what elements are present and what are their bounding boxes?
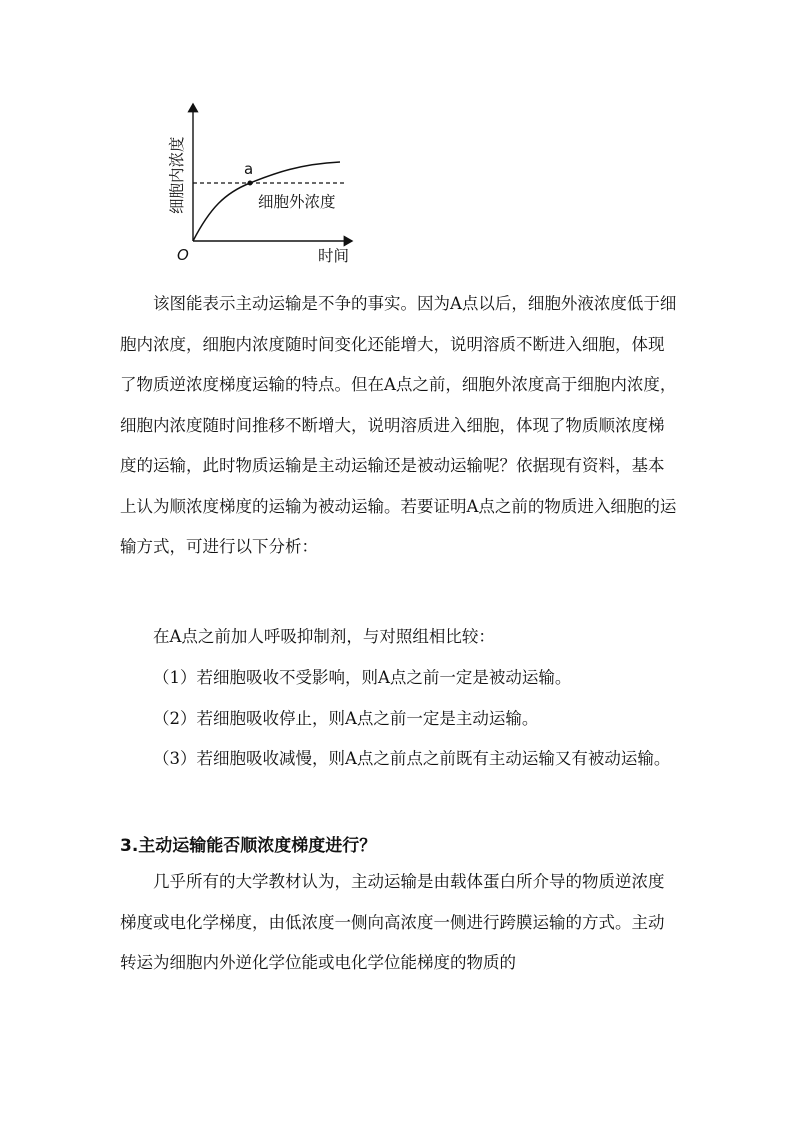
list-item: （1）若细胞吸收不受影响，则A点之前一定是被动运输。: [153, 668, 572, 687]
paragraph-1: 该图能表示主动运输是不争的事实。因为A点以后，细胞外液浓度低于细胞内浓度，细胞内浓度随时间变化还能增大，说明溶质不断进入细胞，体现了物质逆浓度梯度运输的特点。但在A点之前，细胞外浓度高于细胞内浓度，细胞内浓度随时间推移不断增大，说明溶质进入细胞，体现了物质顺浓度梯度的运输，此时物质运输是主动运输还是被动运输呢？依据现有资料，基本上认为顺浓度梯度的运输为被动运输。若要证明A点之前的物质进入细胞的运输方式，可进行以下分析：: [120, 294, 677, 556]
y-axis-label: 细胞内浓度: [168, 136, 186, 214]
paragraph-3: 几乎所有的大学教材认为，主动运输是由载体蛋白所介导的物质逆浓度梯度或电化学梯度，由低浓度一侧向高浓度一侧进行跨膜运输的方式。主动转运为细胞内外逆化学位能或电化学位能梯度的物质的: [120, 872, 665, 972]
concentration-time-figure: [160, 98, 370, 270]
extracellular-label: 细胞外浓度: [258, 193, 336, 211]
point-a-label: a: [244, 160, 254, 178]
list-item: （3）若细胞吸收减慢，则A点之前点之前既有主动运输又有被动运输。: [153, 749, 671, 768]
figure-svg: [160, 98, 370, 270]
paragraph-2: 在A点之前加人呼吸抑制剂，与对照组相比较：: [153, 627, 495, 646]
origin-label: O: [177, 246, 189, 264]
list-item: （2）若细胞吸收停止，则A点之前一定是主动运输。: [153, 708, 539, 728]
x-axis-label: 时间: [318, 247, 350, 265]
point-a-marker: [248, 181, 253, 186]
section-heading: 3.主动运输能否顺浓度梯度进行？: [120, 836, 377, 856]
condition-list: [120, 658, 680, 780]
